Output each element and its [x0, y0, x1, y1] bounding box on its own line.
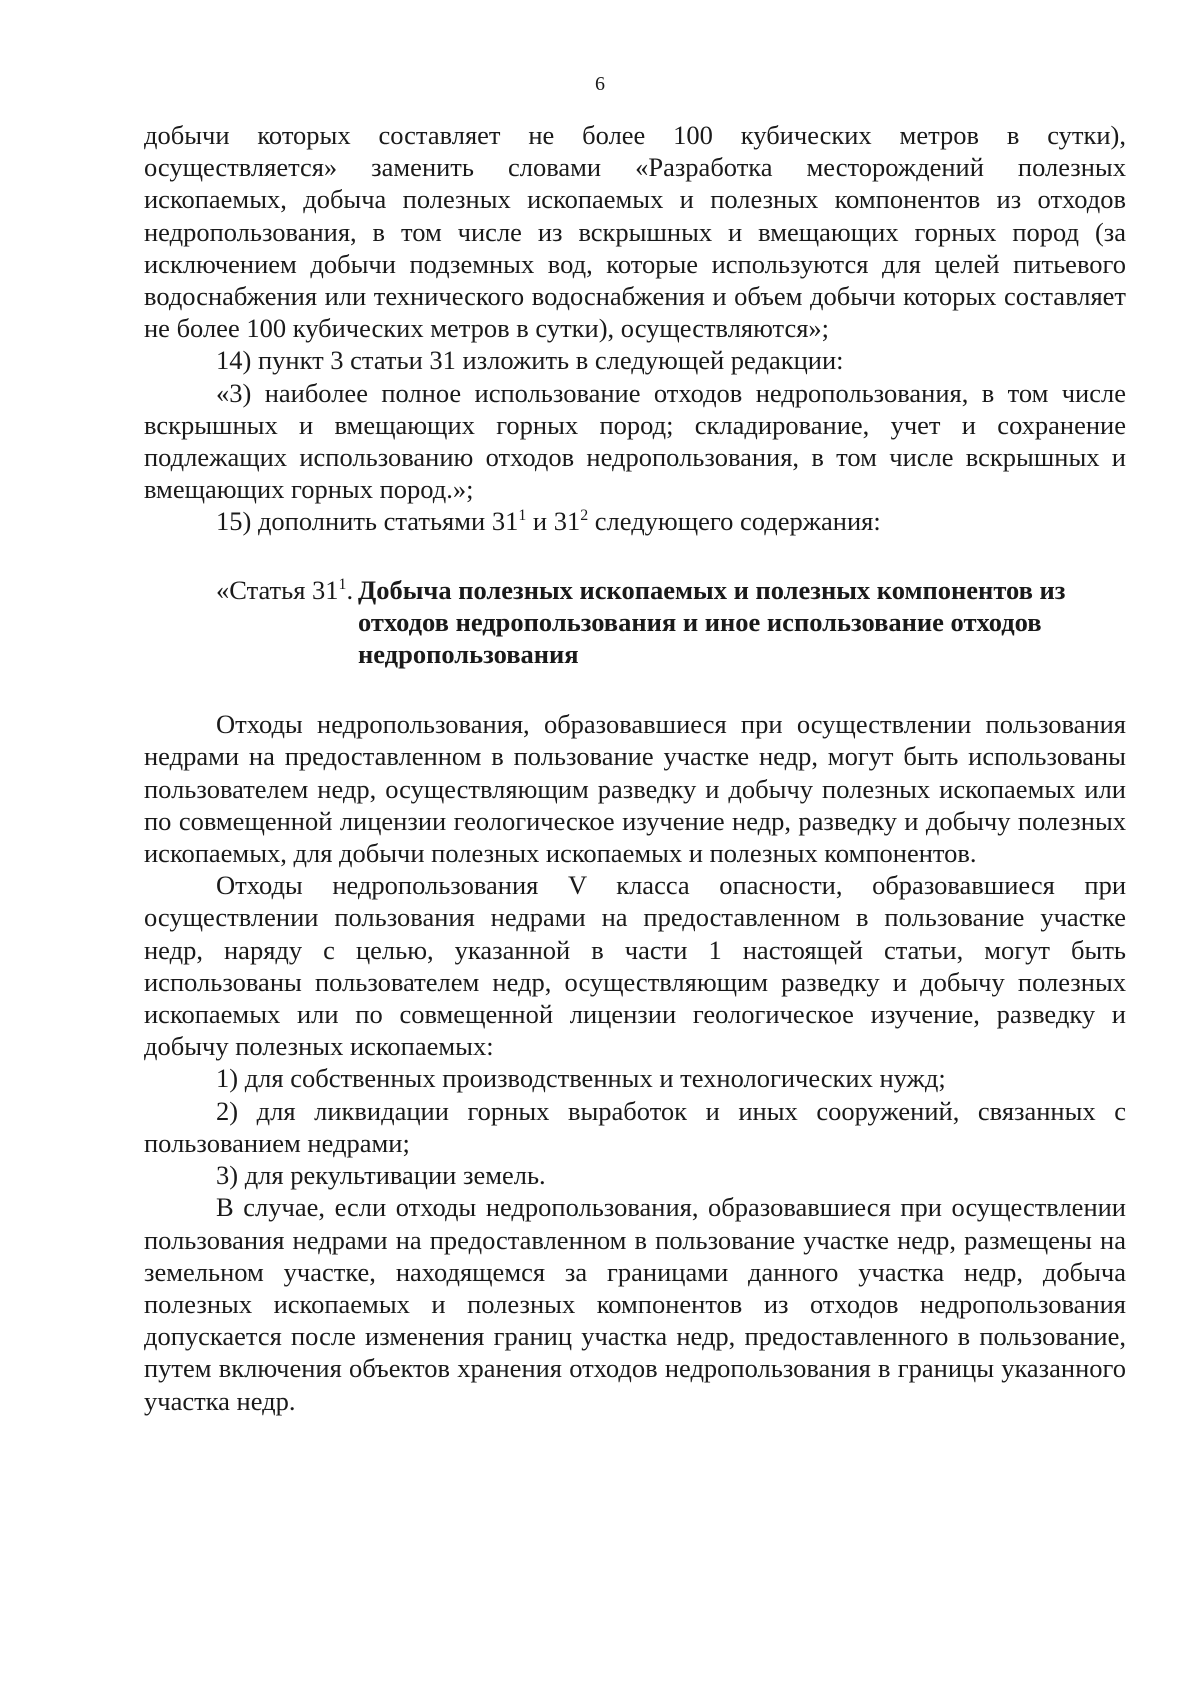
document-body: [144, 119, 1126, 1417]
item-15-superscript-1: 1: [518, 507, 527, 525]
article-label-prefix: «Статья 31: [216, 574, 339, 605]
item-15-suffix: следующего содержания:: [588, 506, 881, 537]
paragraph-part-1: Отходы недропользования, образовавшиеся при осуществлении пользования недрами на предоставленном в пользование участке недр, могут быть использованы пользователем недр, осуществляющим разведку и добычу полезных ископаемых или по совмещенной лицензии геологическое изучение недр, разведку и добычу полезных ископаемых, для добычи полезных ископаемых и полезных компонентов.: [144, 709, 1126, 869]
paragraph-part-2: Отходы недропользования V класса опасности, образовавшиеся при осуществлении пользования недрами на предоставленном в пользование участке недр, наряду с целью, указанной в части 1 настоящей статьи, могут быть использованы пользователем недр, осуществляющим разведку и добычу полезных ископаемых или по совмещенной лицензии геологическое изучение, разведку и добычу полезных ископаемых:: [144, 870, 1126, 1062]
paragraph-item-15: [144, 505, 1126, 537]
list-item-3: 3) для рекультивации земель.: [216, 1160, 546, 1191]
paragraph-quote-item-3: «3) наиболее полное использование отходов недропользования, в том числе вскрышных и вмещающих горных пород; складирование, учет и сохранение подлежащих использованию отходов недропользования, в том числе вскрышных и вмещающих горных пород.»;: [144, 377, 1126, 505]
page-number: 6: [595, 73, 605, 95]
article-label: [216, 574, 353, 606]
item-15-prefix: 15) дополнить статьями 31: [216, 506, 519, 537]
list-item-1: 1) для собственных производственных и технологических нужд;: [216, 1063, 946, 1094]
paragraph-item-14: 14) пункт 3 статьи 31 изложить в следующей редакции:: [216, 345, 844, 376]
list-item-2: 2) для ликвидации горных выработок и иных сооружений, связанных с пользованием недрами;: [144, 1095, 1126, 1158]
paragraph-part-3: В случае, если отходы недропользования, образовавшиеся при осуществлении пользования недрами на предоставленном в пользование участке недр, размещены на земельном участке, находящемся за границами данного участка недр, добыча полезных ископаемых и полезных компонентов из отходов недропользования допускается после изменения границ участка недр, предоставленного в пользование, путем включения объектов хранения отходов недропользования в границы указанного участка недр.: [144, 1192, 1126, 1416]
paragraph: добычи которых составляет не более 100 кубических метров в сутки), осуществляется» заменить словами «Разработка месторождений полезных ископаемых, добыча полезных ископаемых и полезных компонентов из отходов недропользования, в том числе из вскрышных и вмещающих горных пород (за исключением добычи подземных вод, которые используются для целей питьевого водоснабжения или технического водоснабжения и объем добычи которых составляет не более 100 кубических метров в сутки), осуществляются»;: [144, 120, 1126, 344]
article-heading: [144, 574, 1126, 671]
item-15-superscript-2: 2: [580, 507, 589, 525]
article-label-superscript: 1: [338, 575, 347, 593]
item-15-middle: и 31: [526, 506, 581, 537]
article-label-suffix: .: [346, 574, 354, 605]
article-title: Добыча полезных ископаемых и полезных компонентов из отходов недропользования и иное использование отходов недропользования: [358, 574, 1066, 670]
